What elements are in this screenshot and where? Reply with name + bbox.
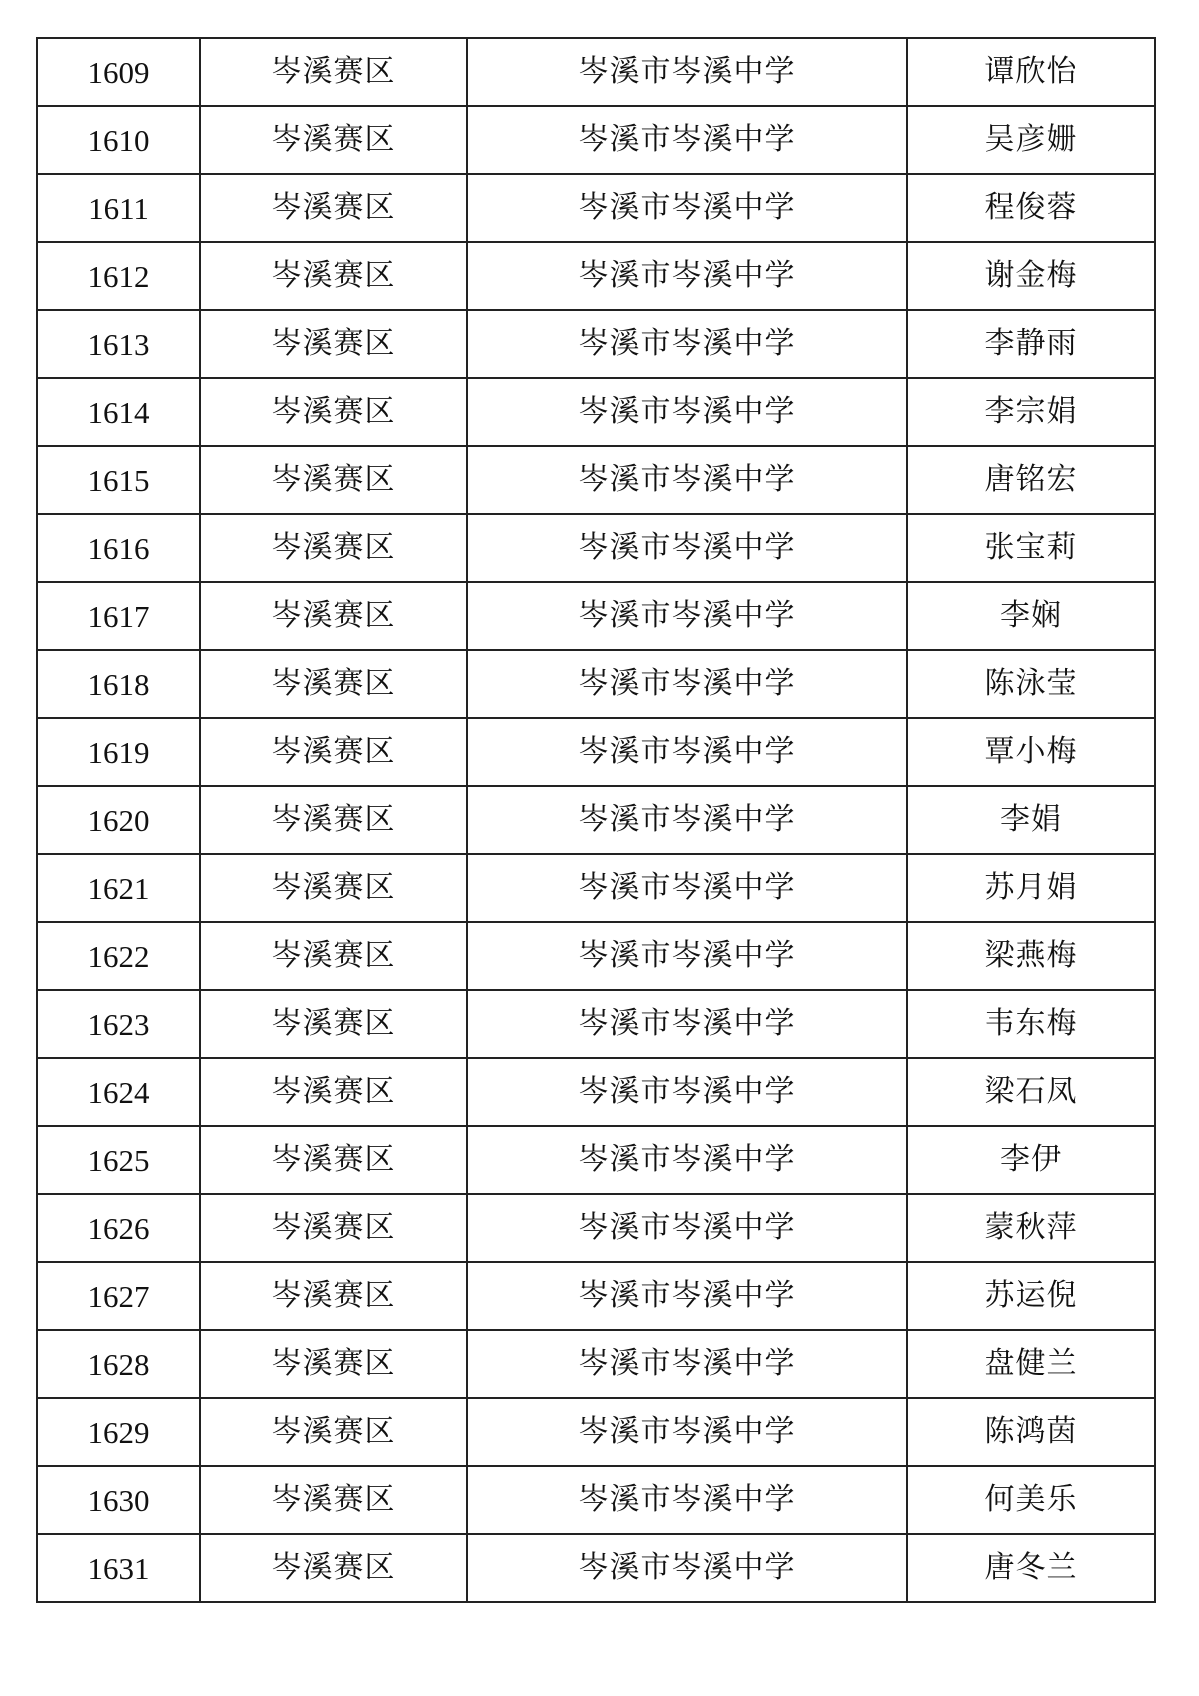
cell-school: 岑溪市岑溪中学 (467, 990, 907, 1058)
cell-number: 1631 (37, 1534, 200, 1602)
cell-region: 岑溪赛区 (200, 582, 467, 650)
cell-region: 岑溪赛区 (200, 446, 467, 514)
cell-region: 岑溪赛区 (200, 1058, 467, 1126)
cell-school: 岑溪市岑溪中学 (467, 1194, 907, 1262)
cell-number: 1610 (37, 106, 200, 174)
cell-region: 岑溪赛区 (200, 922, 467, 990)
table-row (37, 1058, 1155, 1126)
cell-region: 岑溪赛区 (200, 990, 467, 1058)
cell-school: 岑溪市岑溪中学 (467, 38, 907, 106)
cell-school: 岑溪市岑溪中学 (467, 1058, 907, 1126)
cell-name: 吴彦姗 (907, 106, 1155, 174)
table-row (37, 1126, 1155, 1194)
table-row (37, 514, 1155, 582)
cell-region: 岑溪赛区 (200, 38, 467, 106)
cell-number: 1621 (37, 854, 200, 922)
table-row (37, 446, 1155, 514)
cell-school: 岑溪市岑溪中学 (467, 1126, 907, 1194)
cell-region: 岑溪赛区 (200, 854, 467, 922)
cell-name: 苏月娟 (907, 854, 1155, 922)
cell-name: 梁石凤 (907, 1058, 1155, 1126)
cell-region: 岑溪赛区 (200, 786, 467, 854)
cell-school: 岑溪市岑溪中学 (467, 650, 907, 718)
cell-region: 岑溪赛区 (200, 174, 467, 242)
table-row (37, 854, 1155, 922)
cell-number: 1628 (37, 1330, 200, 1398)
cell-region: 岑溪赛区 (200, 378, 467, 446)
table-row (37, 718, 1155, 786)
cell-school: 岑溪市岑溪中学 (467, 378, 907, 446)
table-row (37, 1262, 1155, 1330)
table-row (37, 786, 1155, 854)
cell-region: 岑溪赛区 (200, 310, 467, 378)
table-row (37, 650, 1155, 718)
table-row (37, 1466, 1155, 1534)
cell-school: 岑溪市岑溪中学 (467, 854, 907, 922)
cell-name: 陈鸿茵 (907, 1398, 1155, 1466)
table-row (37, 174, 1155, 242)
cell-region: 岑溪赛区 (200, 106, 467, 174)
cell-school: 岑溪市岑溪中学 (467, 174, 907, 242)
cell-region: 岑溪赛区 (200, 514, 467, 582)
cell-number: 1629 (37, 1398, 200, 1466)
cell-number: 1617 (37, 582, 200, 650)
cell-name: 唐铭宏 (907, 446, 1155, 514)
cell-school: 岑溪市岑溪中学 (467, 1330, 907, 1398)
cell-number: 1623 (37, 990, 200, 1058)
cell-number: 1615 (37, 446, 200, 514)
roster-table (36, 37, 1156, 1603)
cell-school: 岑溪市岑溪中学 (467, 1466, 907, 1534)
cell-school: 岑溪市岑溪中学 (467, 718, 907, 786)
cell-name: 谭欣怡 (907, 38, 1155, 106)
cell-name: 覃小梅 (907, 718, 1155, 786)
cell-number: 1620 (37, 786, 200, 854)
cell-name: 李宗娟 (907, 378, 1155, 446)
cell-name: 李伊 (907, 1126, 1155, 1194)
cell-region: 岑溪赛区 (200, 1262, 467, 1330)
cell-school: 岑溪市岑溪中学 (467, 514, 907, 582)
cell-school: 岑溪市岑溪中学 (467, 922, 907, 990)
cell-region: 岑溪赛区 (200, 650, 467, 718)
cell-name: 韦东梅 (907, 990, 1155, 1058)
table-row (37, 106, 1155, 174)
cell-number: 1619 (37, 718, 200, 786)
cell-region: 岑溪赛区 (200, 1466, 467, 1534)
cell-number: 1626 (37, 1194, 200, 1262)
cell-region: 岑溪赛区 (200, 1398, 467, 1466)
table-row (37, 990, 1155, 1058)
table-row (37, 1194, 1155, 1262)
cell-name: 盘健兰 (907, 1330, 1155, 1398)
cell-school: 岑溪市岑溪中学 (467, 1262, 907, 1330)
cell-number: 1618 (37, 650, 200, 718)
cell-school: 岑溪市岑溪中学 (467, 310, 907, 378)
table-row (37, 582, 1155, 650)
cell-region: 岑溪赛区 (200, 1534, 467, 1602)
table-row (37, 378, 1155, 446)
cell-number: 1625 (37, 1126, 200, 1194)
cell-school: 岑溪市岑溪中学 (467, 446, 907, 514)
cell-name: 何美乐 (907, 1466, 1155, 1534)
table-row (37, 922, 1155, 990)
cell-name: 蒙秋萍 (907, 1194, 1155, 1262)
cell-region: 岑溪赛区 (200, 1194, 467, 1262)
cell-name: 李娴 (907, 582, 1155, 650)
cell-name: 李静雨 (907, 310, 1155, 378)
cell-name: 苏运倪 (907, 1262, 1155, 1330)
cell-school: 岑溪市岑溪中学 (467, 786, 907, 854)
cell-name: 陈泳莹 (907, 650, 1155, 718)
table-row (37, 310, 1155, 378)
table-row (37, 1330, 1155, 1398)
cell-number: 1614 (37, 378, 200, 446)
table-row (37, 242, 1155, 310)
cell-school: 岑溪市岑溪中学 (467, 1534, 907, 1602)
cell-name: 李娟 (907, 786, 1155, 854)
cell-number: 1612 (37, 242, 200, 310)
table-row (37, 1534, 1155, 1602)
cell-school: 岑溪市岑溪中学 (467, 582, 907, 650)
cell-number: 1624 (37, 1058, 200, 1126)
cell-number: 1609 (37, 38, 200, 106)
cell-number: 1613 (37, 310, 200, 378)
table-row (37, 1398, 1155, 1466)
cell-name: 程俊蓉 (907, 174, 1155, 242)
cell-number: 1630 (37, 1466, 200, 1534)
cell-name: 梁燕梅 (907, 922, 1155, 990)
roster-table-body (37, 38, 1155, 1602)
cell-region: 岑溪赛区 (200, 1330, 467, 1398)
cell-school: 岑溪市岑溪中学 (467, 106, 907, 174)
cell-region: 岑溪赛区 (200, 1126, 467, 1194)
cell-number: 1622 (37, 922, 200, 990)
cell-number: 1616 (37, 514, 200, 582)
cell-region: 岑溪赛区 (200, 718, 467, 786)
cell-number: 1627 (37, 1262, 200, 1330)
cell-school: 岑溪市岑溪中学 (467, 242, 907, 310)
cell-region: 岑溪赛区 (200, 242, 467, 310)
cell-name: 唐冬兰 (907, 1534, 1155, 1602)
cell-number: 1611 (37, 174, 200, 242)
table-row (37, 38, 1155, 106)
cell-school: 岑溪市岑溪中学 (467, 1398, 907, 1466)
cell-name: 张宝莉 (907, 514, 1155, 582)
cell-name: 谢金梅 (907, 242, 1155, 310)
